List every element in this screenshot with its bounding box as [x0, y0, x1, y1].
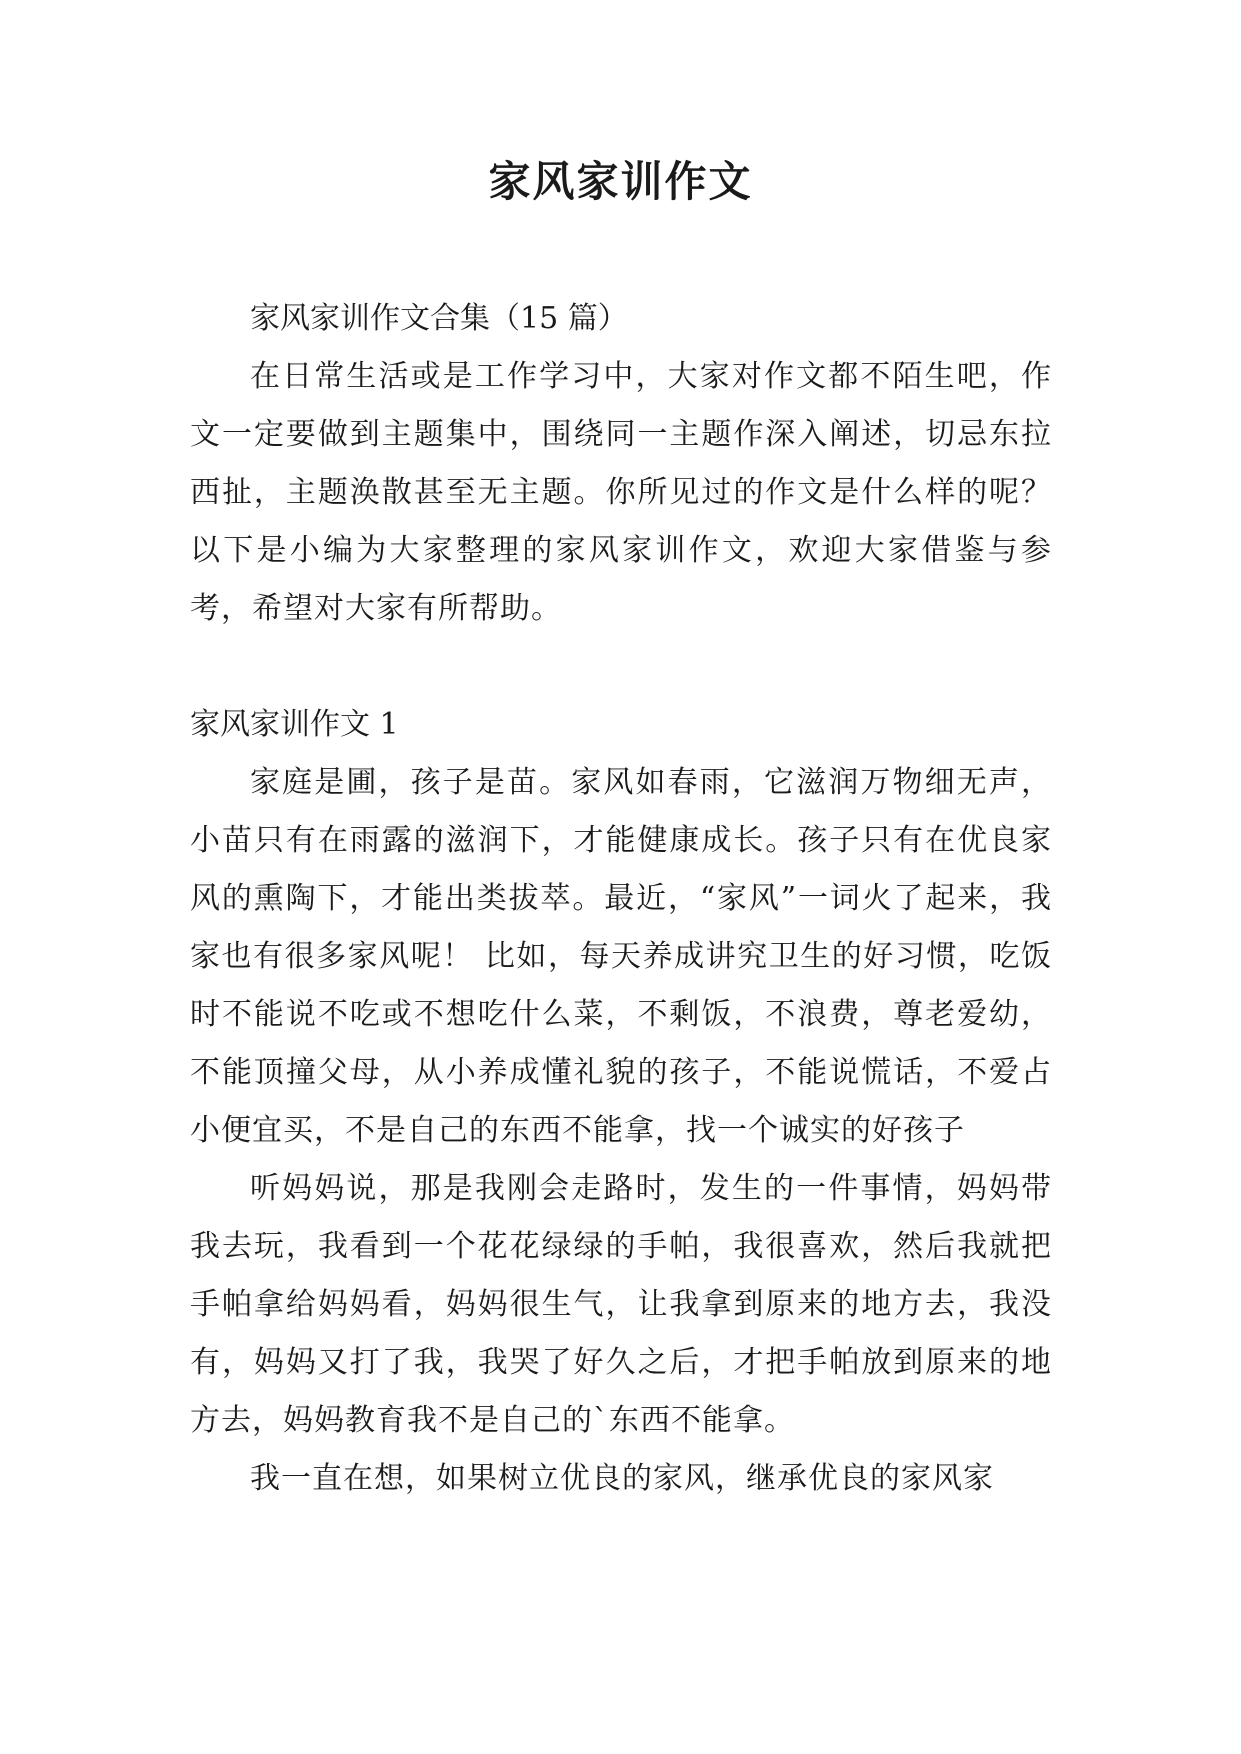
body-paragraph: 我一直在想，如果树立优良的家风，继承优良的家风家: [250, 1461, 994, 1496]
collection-subtitle: 家风家训作文合集（15 篇）: [250, 301, 628, 336]
document-body: [190, 290, 1052, 1508]
document-title: 家风家训作文: [488, 157, 753, 206]
body-paragraph: 家庭是圃，孩子是苗。家风如春雨，它滋润万物细无声，小苗只有在雨露的滋润下，才能健康成长。孩子只有在优良家风的熏陶下，才能出类拔萃。最近，“家风”一词火了起来，我家也有很多家风呢！ 比如，每天养成讲究卫生的好习惯，吃饭时不能说不吃或不想吃什么菜，不剩饭，不浪费，尊老爱幼，不能顶撞父母，从小养成懂礼貌的孩子，不能说慌话，不爱占小便宜买，不是自己的东西不能拿，找一个诚实的好孩子: [190, 765, 1052, 1148]
body-paragraph: 听妈妈说，那是我刚会走路时，发生的一件事情，妈妈带我去玩，我看到一个花花绿绿的手帕，我很喜欢，然后我就把手帕拿给妈妈看，妈妈很生气，让我拿到原来的地方去，我没有，妈妈又打了我，我哭了好久之后，才把手帕放到原来的地方去，妈妈教育我不是自己的`东西不能拿。: [190, 1171, 1052, 1438]
intro-paragraph: 在日常生活或是工作学习中，大家对作文都不陌生吧，作文一定要做到主题集中，围绕同一主题作深入阐述，切忌东拉西扯，主题涣散甚至无主题。你所见过的作文是什么样的呢？以下是小编为大家整理的家风家训作文，欢迎大家借鉴与参考，希望对大家有所帮助。: [190, 359, 1052, 626]
section-heading: 家风家训作文 1: [190, 707, 399, 742]
